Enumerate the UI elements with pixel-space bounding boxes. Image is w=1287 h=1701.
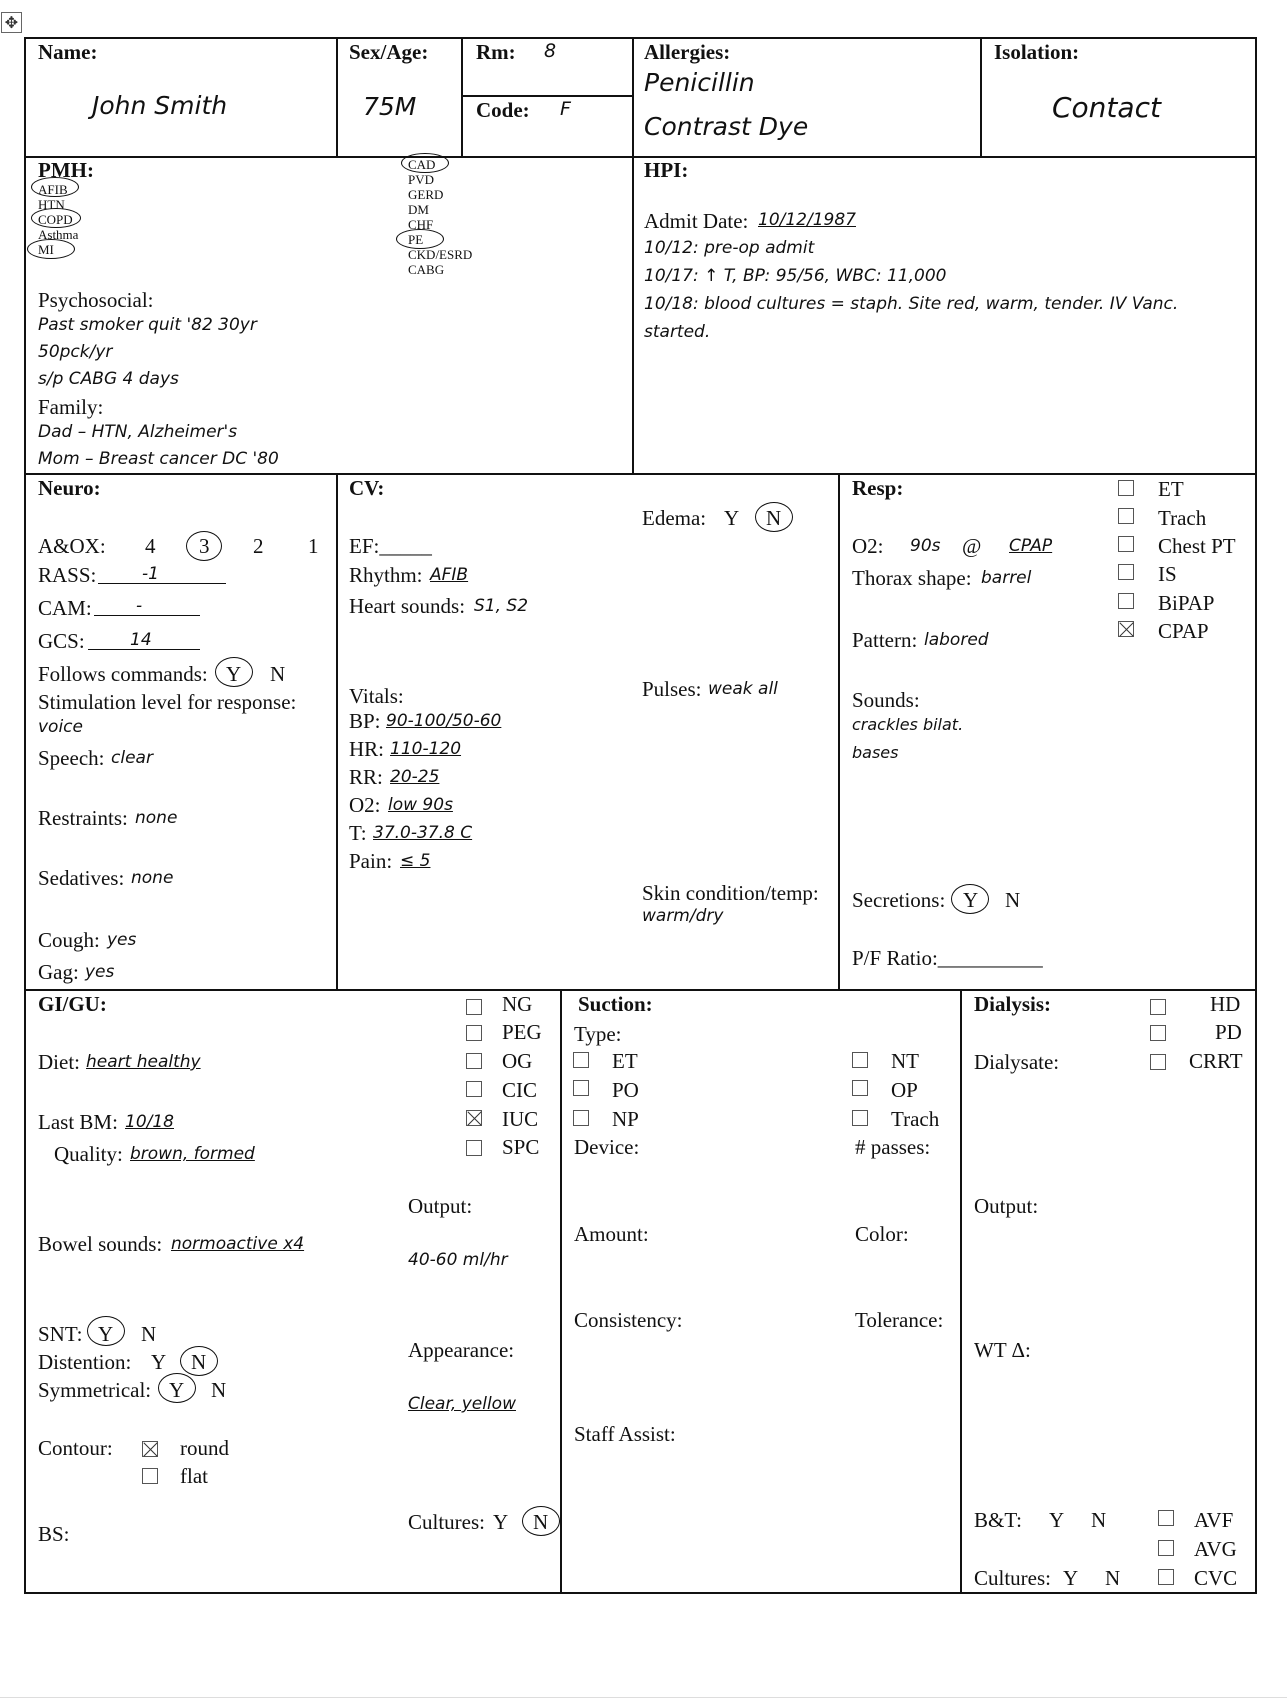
stim-value[interactable]: voice — [38, 717, 83, 737]
heart-label: Heart sounds: — [349, 594, 466, 618]
bt-yes[interactable]: Y — [1049, 1508, 1065, 1532]
pulses-value[interactable]: weak all — [708, 679, 778, 699]
table-border-right — [1255, 37, 1257, 1594]
rhythm-value[interactable]: AFIB — [430, 565, 469, 585]
ef-label: EF:_____ — [349, 534, 432, 558]
suction-label: Suction: — [578, 992, 653, 1016]
dialysis-cultures-label: Cultures: — [974, 1566, 1051, 1590]
neuro-label: Neuro: — [38, 476, 101, 500]
dialysis-option-crrt: CRRT — [1189, 1049, 1243, 1073]
pmh-item[interactable]: HTN — [38, 197, 65, 212]
restraints-value[interactable]: none — [135, 808, 178, 828]
contour-label: Contour: — [38, 1436, 113, 1460]
isolation-value[interactable]: Contact — [1052, 91, 1161, 124]
staff-assist-label: Staff Assist: — [574, 1422, 676, 1446]
allergy-item[interactable]: Contrast Dye — [644, 112, 809, 141]
resp-option-chestpt: Chest PT — [1158, 534, 1236, 558]
pmh-circle-cad — [401, 153, 449, 173]
pmh-circle-mi — [27, 239, 75, 259]
suction-option-nt: NT — [891, 1049, 919, 1073]
pmh-circle-pe — [396, 229, 444, 249]
sedatives-label: Sedatives: — [38, 866, 125, 890]
aox-option[interactable]: 2 — [253, 534, 264, 558]
suction-option-trach: Trach — [891, 1107, 940, 1131]
sedatives-value[interactable]: none — [131, 868, 174, 888]
vitals-o2-value[interactable]: low 90s — [388, 795, 453, 815]
skin-value[interactable]: warm/dry — [642, 906, 724, 926]
pmh-item[interactable]: CKD/ESRD — [408, 247, 473, 262]
psychosocial-label: Psychosocial: — [38, 288, 154, 312]
snt-no[interactable]: N — [141, 1322, 157, 1346]
thorax-value[interactable]: barrel — [981, 568, 1032, 588]
hpi-line[interactable]: 10/17: ↑ T, BP: 95/56, WBC: 11,000 — [644, 266, 947, 286]
consistency-label: Consistency: — [574, 1308, 683, 1332]
rm-value[interactable]: 8 — [544, 40, 557, 62]
col-divider-isolation — [980, 37, 982, 158]
appearance-label: Appearance: — [408, 1338, 515, 1362]
dialysis-label: Dialysis: — [974, 992, 1052, 1016]
resp-option-trach: Trach — [1158, 506, 1207, 530]
psychosocial-line[interactable] — [38, 344, 112, 361]
resp-checkbox-is[interactable] — [1118, 564, 1134, 580]
row-divider-1 — [24, 156, 1257, 158]
rr-value[interactable]: 20-25 — [390, 767, 440, 787]
rass-value[interactable]: -1 — [98, 566, 226, 584]
gigu-option-peg: PEG — [502, 1020, 542, 1044]
resp-checkbox-cpap[interactable] — [1118, 621, 1134, 637]
col-divider-neuro — [336, 473, 338, 991]
dialysis-output-label: Output: — [974, 1194, 1039, 1218]
bowel-value[interactable]: normoactive x4 — [171, 1234, 305, 1254]
secretions-label: Secretions: — [852, 888, 946, 912]
psychosocial-line[interactable]: s/p CABG 4 days — [38, 369, 179, 389]
symmetrical-no[interactable]: N — [211, 1378, 227, 1402]
family-line[interactable]: Mom – Breast cancer DC '80 — [38, 449, 279, 469]
vitals-label: Vitals: — [349, 684, 404, 708]
row-divider-3 — [24, 989, 1257, 991]
allergy-item[interactable]: Penicillin — [644, 68, 755, 97]
resp-checkbox-bipap[interactable] — [1118, 593, 1134, 609]
color-label: Color: — [855, 1222, 909, 1246]
hr-label: HR: — [349, 737, 385, 761]
pmh-item[interactable]: CHF — [408, 217, 434, 232]
hpi-line[interactable]: 10/18: blood cultures = staph. Site red, warm, tender. IV Vanc. — [644, 294, 1179, 314]
suction-checkbox-nt[interactable] — [852, 1052, 868, 1068]
pmh-item[interactable]: CABG — [408, 262, 445, 277]
suction-option-po: PO — [612, 1078, 639, 1102]
contour-checkbox-flat[interactable] — [142, 1468, 158, 1484]
pmh-item[interactable]: MI — [38, 242, 54, 257]
suction-type-label: Type: — [574, 1022, 622, 1046]
symmetrical-circle — [158, 1373, 196, 1403]
dialysis-checkbox-crrt[interactable] — [1150, 1054, 1166, 1070]
suction-checkbox-op[interactable] — [852, 1080, 868, 1096]
output-label: Output: — [408, 1194, 473, 1218]
aox-option[interactable]: 1 — [308, 534, 319, 558]
code-value[interactable]: F — [560, 98, 571, 120]
rm-label: Rm: — [476, 40, 516, 64]
cam-value[interactable]: - — [94, 598, 200, 616]
suction-checkbox-po[interactable] — [573, 1080, 589, 1096]
cam-label: CAM: — [38, 596, 92, 620]
pmh-item[interactable]: AFIB — [38, 182, 68, 197]
hr-value[interactable]: 110-120 — [390, 739, 462, 759]
pmh-item[interactable]: DM — [408, 202, 429, 217]
pmh-item[interactable]: COPD — [38, 212, 73, 227]
pattern-value[interactable]: labored — [924, 630, 989, 650]
cv-label: CV: — [349, 476, 385, 500]
cough-value[interactable]: yes — [107, 930, 137, 950]
resp-checkbox-et[interactable] — [1118, 480, 1134, 496]
aox-label: A&OX: — [38, 534, 106, 558]
aox-circle — [186, 531, 222, 561]
sexage-label: Sex/Age: — [349, 40, 429, 64]
hpi-line[interactable]: started. — [644, 322, 711, 342]
gigu-checkbox-spc[interactable] — [466, 1140, 482, 1156]
pf-ratio-label: P/F Ratio:__________ — [852, 946, 1043, 970]
rm-code-divider — [461, 95, 634, 97]
pmh-item[interactable]: GERD — [408, 187, 444, 202]
dialysis-cultures-no[interactable]: N — [1105, 1566, 1121, 1590]
gigu-cultures-label: Cultures: — [408, 1510, 485, 1534]
access-option-cvc: CVC — [1194, 1566, 1238, 1590]
col-divider-cv — [838, 473, 840, 991]
stim-label: Stimulation level for response: — [38, 690, 297, 714]
isolation-label: Isolation: — [994, 40, 1080, 64]
resp-option-bipap: BiPAP — [1158, 591, 1215, 615]
dialysate-label: Dialysate: — [974, 1050, 1060, 1074]
pmh-item[interactable]: Asthma — [38, 227, 79, 242]
secretions-no[interactable]: N — [1005, 888, 1021, 912]
appearance-value[interactable]: Clear, yellow — [408, 1394, 516, 1414]
resp-o2-device[interactable]: CPAP — [1009, 536, 1053, 556]
gigu-option-og: OG — [502, 1049, 533, 1073]
vitals-o2-label: O2: — [349, 793, 381, 817]
diet-label: Diet: — [38, 1050, 80, 1074]
pmh-item[interactable]: PVD — [408, 172, 435, 187]
suction-checkbox-et[interactable] — [573, 1052, 589, 1068]
pmh-circle-afib — [31, 177, 79, 197]
access-checkbox-cvc[interactable] — [1158, 1569, 1174, 1585]
name-label: Name: — [38, 40, 98, 64]
name-value[interactable]: John Smith — [92, 91, 228, 120]
suction-option-op: OP — [891, 1078, 918, 1102]
hpi-label: HPI: — [644, 158, 689, 182]
bt-label: B&T: — [974, 1508, 1022, 1532]
thorax-label: Thorax shape: — [852, 566, 972, 590]
gigu-checkbox-ng[interactable] — [466, 999, 482, 1015]
pmh-item[interactable]: PE — [408, 232, 424, 247]
resp-option-cpap: CPAP — [1158, 619, 1209, 643]
col-divider-gigu — [560, 989, 562, 1594]
sounds-line[interactable]: crackles bilat. — [852, 715, 964, 734]
snt-yes[interactable]: Y — [98, 1322, 114, 1346]
temp-label: T: — [349, 821, 367, 845]
aox-option[interactable]: 4 — [145, 534, 156, 558]
sexage-value[interactable]: 75M — [363, 92, 417, 121]
family-line[interactable]: Dad – HTN, Alzheimer's — [38, 422, 238, 442]
contour-round: round — [180, 1436, 229, 1460]
edema-no[interactable]: N — [766, 506, 782, 530]
edema-label: Edema: — [642, 506, 707, 530]
admit-date-value[interactable]: 10/12/1987 — [758, 210, 856, 230]
pmh-circle-copd — [31, 208, 81, 228]
col-divider-name — [336, 37, 338, 158]
bs-label: BS: — [38, 1522, 70, 1546]
gag-value[interactable]: yes — [85, 962, 115, 982]
cough-label: Cough: — [38, 928, 100, 952]
bp-value[interactable]: 90-100/50-60 — [386, 711, 502, 731]
snt-label: SNT: — [38, 1322, 83, 1346]
lastbm-value[interactable]: 10/18 — [125, 1112, 174, 1132]
admit-date-label: Admit Date: — [644, 209, 749, 233]
diet-value[interactable]: heart healthy — [86, 1052, 201, 1072]
resp-o2-value[interactable]: 90s — [910, 536, 941, 556]
distention-label: Distention: — [38, 1350, 132, 1374]
dialysis-option-hd: HD — [1210, 992, 1241, 1016]
resp-option-is: IS — [1158, 562, 1177, 586]
snt-circle — [87, 1316, 125, 1346]
gigu-option-iuc: IUC — [502, 1107, 539, 1131]
restraints-label: Restraints: — [38, 806, 128, 830]
resp-o2-at: @ — [962, 534, 982, 558]
pmh-item[interactable]: CAD — [408, 157, 436, 172]
family-label: Family: — [38, 395, 104, 419]
dialysis-checkbox-hd[interactable] — [1150, 999, 1166, 1015]
col-divider-allergies — [632, 37, 634, 474]
gcs-value[interactable]: 14 — [88, 632, 200, 650]
temp-value[interactable]: 37.0-37.8 C — [373, 823, 473, 843]
resp-label: Resp: — [852, 476, 904, 500]
table-border-bottom — [24, 1592, 1257, 1594]
pain-label: Pain: — [349, 849, 393, 873]
suction-option-et: ET — [612, 1049, 638, 1073]
hpi-line[interactable]: 10/12: pre-op admit — [644, 238, 815, 258]
symmetrical-yes[interactable]: Y — [169, 1378, 185, 1402]
pattern-label: Pattern: — [852, 628, 918, 652]
access-option-avg: AVG — [1194, 1537, 1237, 1561]
psychosocial-line[interactable]: Past smoker quit '82 30yr — [38, 315, 257, 335]
speech-value[interactable]: clear — [111, 748, 153, 768]
gigu-option-spc: SPC — [502, 1135, 540, 1159]
follows-label: Follows commands: — [38, 662, 208, 686]
speech-label: Speech: — [38, 746, 105, 770]
access-checkbox-avf[interactable] — [1158, 1510, 1174, 1526]
follows-circle — [215, 657, 253, 687]
gigu-cultures-circle — [522, 1506, 560, 1536]
col-divider-sexage — [461, 37, 463, 158]
allergies-label: Allergies: — [644, 40, 731, 64]
rr-label: RR: — [349, 765, 383, 789]
dialysis-checkbox-pd[interactable] — [1150, 1025, 1166, 1041]
suction-checkbox-np[interactable] — [573, 1110, 589, 1126]
distention-yes[interactable]: Y — [151, 1350, 167, 1374]
secretions-yes[interactable]: Y — [963, 888, 979, 912]
bt-no[interactable]: N — [1091, 1508, 1107, 1532]
gag-label: Gag: — [38, 960, 79, 984]
gigu-cultures-no[interactable]: N — [533, 1510, 549, 1534]
secretions-circle — [951, 884, 989, 914]
code-label: Code: — [476, 98, 530, 122]
gigu-checkbox-cic[interactable] — [466, 1081, 482, 1097]
distention-circle — [180, 1346, 218, 1376]
tolerance-label: Tolerance: — [855, 1308, 944, 1332]
wt-change-label: WT Δ: — [974, 1338, 1031, 1362]
dialysis-cultures-yes[interactable]: Y — [1063, 1566, 1079, 1590]
rass-label: RASS: — [38, 563, 97, 587]
resp-checkbox-trach[interactable] — [1118, 508, 1134, 524]
gcs-label: GCS: — [38, 629, 85, 653]
row-divider-2 — [24, 473, 1257, 475]
resp-checkbox-chestpt[interactable] — [1118, 536, 1134, 552]
edema-yes[interactable]: Y — [724, 506, 740, 530]
pulses-label: Pulses: — [642, 677, 702, 701]
gigu-checkbox-iuc[interactable] — [466, 1110, 482, 1126]
lastbm-label: Last BM: — [38, 1110, 118, 1134]
sounds-line[interactable]: bases — [852, 743, 899, 762]
amount-label: Amount: — [574, 1222, 649, 1246]
sounds-label: Sounds: — [852, 688, 920, 712]
skin-label: Skin condition/temp: — [642, 881, 819, 905]
contour-flat: flat — [180, 1464, 208, 1488]
distention-no[interactable]: N — [191, 1350, 207, 1374]
device-label: Device: — [574, 1135, 640, 1159]
gigu-checkbox-peg[interactable] — [466, 1025, 482, 1041]
dialysis-option-pd: PD — [1215, 1020, 1242, 1044]
resp-o2-label: O2: — [852, 534, 884, 558]
table-border-left — [24, 37, 26, 1594]
table-move-handle-icon[interactable]: ✥ — [1, 12, 22, 33]
suction-option-np: NP — [612, 1107, 639, 1131]
output-value[interactable]: 40-60 ml/hr — [408, 1250, 508, 1270]
access-checkbox-avg[interactable] — [1158, 1540, 1174, 1556]
gigu-cultures-yes[interactable]: Y — [493, 1510, 509, 1534]
aox-option[interactable]: 3 — [199, 534, 210, 558]
bp-label: BP: — [349, 709, 381, 733]
passes-label: # passes: — [855, 1135, 931, 1159]
table-border-top — [24, 37, 1257, 39]
gigu-option-ng: NG — [502, 992, 533, 1016]
pmh-label: PMH: — [38, 158, 94, 182]
contour-checkbox-round[interactable] — [142, 1441, 158, 1457]
bowel-label: Bowel sounds: — [38, 1232, 163, 1256]
psychosocial-line-text: 50pck/yr — [38, 342, 113, 362]
page-bottom-rule — [0, 1697, 1287, 1698]
pain-value[interactable]: ≤ 5 — [400, 851, 431, 871]
col-divider-suction — [960, 989, 962, 1594]
follows-yes[interactable]: Y — [226, 662, 242, 686]
gigu-checkbox-og[interactable] — [466, 1053, 482, 1069]
follows-no[interactable]: N — [270, 662, 286, 686]
quality-value[interactable]: brown, formed — [130, 1144, 255, 1164]
rhythm-label: Rhythm: — [349, 563, 423, 587]
gigu-option-cic: CIC — [502, 1078, 538, 1102]
gigu-label: GI/GU: — [38, 992, 107, 1016]
heart-value[interactable]: S1, S2 — [474, 596, 529, 616]
access-option-avf: AVF — [1194, 1508, 1234, 1532]
resp-option-et: ET — [1158, 477, 1184, 501]
symmetrical-label: Symmetrical: — [38, 1378, 152, 1402]
suction-checkbox-trach[interactable] — [852, 1110, 868, 1126]
quality-label: Quality: — [54, 1142, 123, 1166]
edema-circle — [755, 502, 793, 532]
